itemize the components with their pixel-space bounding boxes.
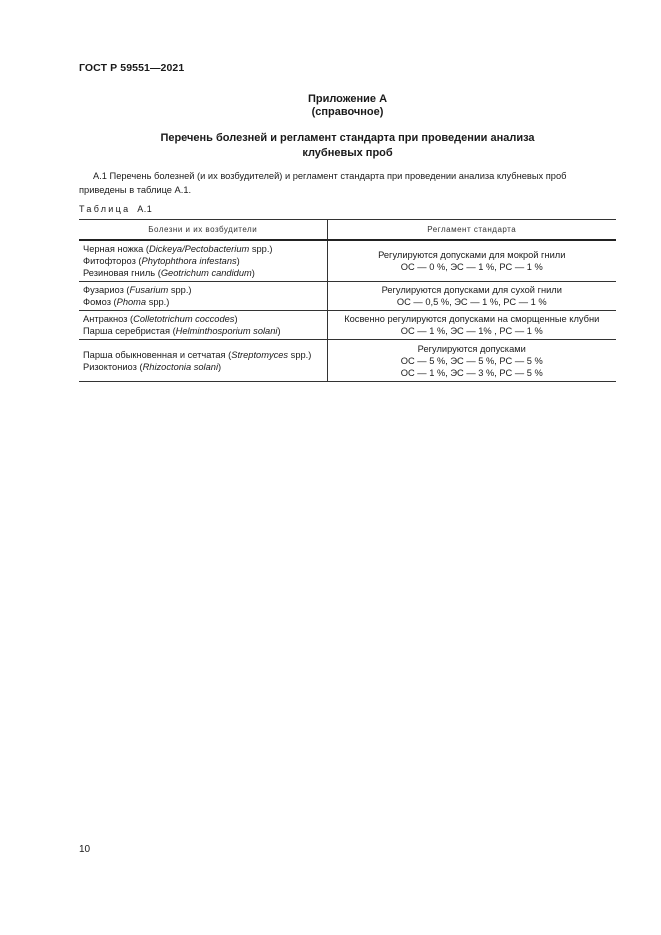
disease-common-name: Парша обыкновенная и сетчатая ( <box>83 349 232 360</box>
table-row <box>79 311 616 340</box>
diseases-table <box>79 219 616 382</box>
disease-common-name: Антракноз ( <box>83 314 134 324</box>
regulation-cell <box>327 282 616 311</box>
regulation-text: Косвенно регулируются допусками на сморщенные клубни <box>344 314 600 324</box>
table-header-row <box>79 220 616 241</box>
disease-name <box>83 325 323 337</box>
column-header-diseases: Болезни и их возбудители <box>79 220 327 241</box>
pathogen-latin-name: Rhizoctonia solani <box>142 361 219 372</box>
pathogen-latin-name: Phytophthora infestans <box>141 256 237 266</box>
disease-name <box>83 296 323 308</box>
pathogen-latin-name: Dickeya/Pectobacterium <box>149 244 250 254</box>
regulation-cell <box>327 311 616 340</box>
disease-name <box>83 313 323 325</box>
disease-name <box>83 267 323 279</box>
table-row <box>79 340 616 382</box>
table-row <box>79 240 616 282</box>
regulation-text: ОС — 5 %, ЭС — 5 %, РС — 5 % <box>400 355 543 366</box>
disease-suffix: ) <box>236 256 240 266</box>
disease-suffix: spp.) <box>146 297 170 307</box>
disease-cell <box>79 240 327 282</box>
pathogen-latin-name: Fusarium <box>129 285 169 295</box>
disease-common-name: Черная ножка ( <box>83 244 149 254</box>
regulation-cell <box>327 340 616 382</box>
regulation-text: Регулируются допусками для сухой гнили <box>381 285 562 295</box>
disease-common-name: Ризоктониоз ( <box>83 361 143 372</box>
table-row <box>79 282 616 311</box>
appendix-type: (справочное) <box>311 106 384 118</box>
disease-common-name: Парша серебристая ( <box>83 326 176 336</box>
disease-common-name: Фитофтороз ( <box>83 256 142 266</box>
table-body <box>79 240 616 382</box>
section-title-line: Перечень болезней и регламент стандарта при проведении анализа <box>160 132 535 144</box>
disease-name <box>83 361 323 373</box>
disease-suffix: ) <box>251 268 255 278</box>
section-title <box>79 131 616 161</box>
disease-cell <box>79 340 327 382</box>
pathogen-latin-name: Phoma <box>116 297 147 307</box>
regulation-text: Регулируются допусками для мокрой гнили <box>378 250 566 260</box>
disease-cell <box>79 282 327 311</box>
table-caption-label: Таблица <box>79 204 131 214</box>
intro-line: приведены в таблице А.1. <box>79 185 192 195</box>
intro-line: А.1 Перечень болезней (и их возбудителей) и регламент стандарта при проведении анализа клубневых проб <box>93 171 567 181</box>
disease-cell <box>79 311 327 340</box>
pathogen-latin-name: Streptomyces <box>231 349 289 360</box>
pathogen-latin-name: Geotrichum candidum <box>160 268 252 278</box>
disease-suffix: spp.) <box>249 244 273 254</box>
disease-common-name: Фомоз ( <box>83 297 117 307</box>
disease-suffix: ) <box>234 314 238 324</box>
disease-name <box>83 349 323 361</box>
regulation-text: ОС — 1 %, ЭС — 1% , РС — 1 % <box>400 326 543 336</box>
disease-common-name: Резиновая гниль ( <box>83 268 161 278</box>
intro-paragraph <box>79 169 616 197</box>
table-caption-number: А.1 <box>137 204 153 214</box>
table-caption <box>79 204 152 214</box>
regulation-text: ОС — 0,5 %, ЭС — 1 %, РС — 1 % <box>396 297 547 307</box>
disease-suffix: spp.) <box>288 349 312 360</box>
page-number: 10 <box>79 844 91 855</box>
pathogen-latin-name: Colletotrichum coccodes <box>133 314 235 324</box>
regulation-cell <box>327 240 616 282</box>
disease-suffix: ) <box>277 326 281 336</box>
disease-suffix: ) <box>218 361 222 372</box>
disease-name <box>83 284 323 296</box>
disease-name <box>83 243 323 255</box>
disease-suffix: spp.) <box>168 285 192 295</box>
document-header: ГОСТ Р 59551—2021 <box>79 62 185 74</box>
section-title-line: клубневых проб <box>302 147 393 159</box>
regulation-text: ОС — 0 %, ЭС — 1 %, РС — 1 % <box>400 262 543 272</box>
regulation-text: Регулируются допусками <box>417 343 526 354</box>
regulation-text: ОС — 1 %, ЭС — 3 %, РС — 5 % <box>400 367 543 378</box>
pathogen-latin-name: Helminthosporium solani <box>175 326 278 336</box>
disease-common-name: Фузариоз ( <box>83 285 130 295</box>
appendix-title: Приложение А <box>307 93 388 105</box>
column-header-regulation: Регламент стандарта <box>327 220 616 241</box>
disease-name <box>83 255 323 267</box>
